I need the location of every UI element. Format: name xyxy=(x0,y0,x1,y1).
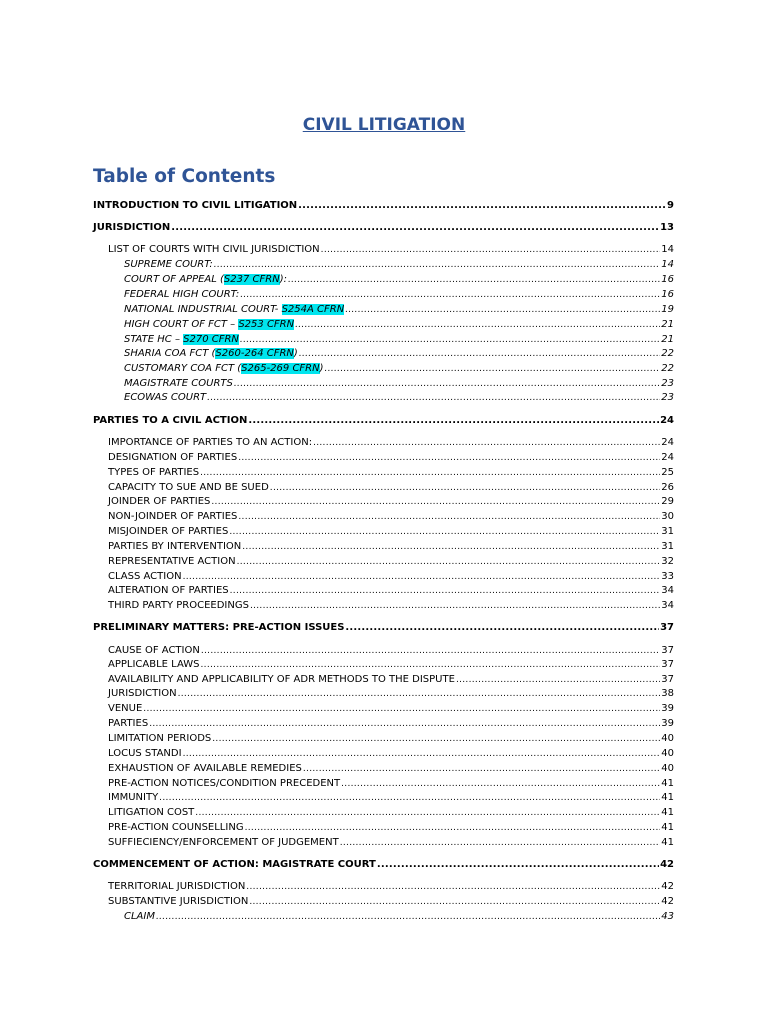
toc-entry[interactable] xyxy=(108,600,674,611)
toc-entry-label xyxy=(124,259,213,270)
toc-entry[interactable] xyxy=(124,378,674,389)
toc-entry-text: TYPES OF PARTIES xyxy=(108,467,200,478)
toc-page-number: 21 xyxy=(661,334,674,345)
toc-entry[interactable] xyxy=(108,541,674,552)
toc-entry-label xyxy=(108,437,312,448)
toc-entry[interactable] xyxy=(108,645,674,656)
toc-entry[interactable] xyxy=(93,622,674,633)
dot-leader xyxy=(195,807,660,818)
toc-entry-text: PRELIMINARY MATTERS: PRE-ACTION ISSUES xyxy=(93,622,345,633)
toc-entry-text: FEDERAL HIGH COURT: xyxy=(124,289,240,300)
toc-entry-label xyxy=(93,622,344,633)
dot-leader xyxy=(211,496,660,507)
toc-page-number: 43 xyxy=(661,911,674,922)
toc-entry-text: PARTIES BY INTERVENTION xyxy=(108,541,242,552)
dot-leader xyxy=(340,837,661,848)
toc-page-number: 41 xyxy=(661,792,674,803)
toc-entry[interactable] xyxy=(108,837,674,848)
toc-page-number: 32 xyxy=(661,556,674,567)
toc-entry[interactable] xyxy=(124,334,674,345)
toc-entry-text: ) xyxy=(319,363,324,374)
toc-entry-text: SUBSTANTIVE JURISDICTION xyxy=(108,896,249,907)
toc-entry[interactable] xyxy=(108,703,674,714)
toc-entry-text: AVAILABILITY AND APPLICABILITY OF ADR METHODS TO THE DISPUTE xyxy=(108,674,455,685)
toc-entry[interactable] xyxy=(108,733,674,744)
dot-leader xyxy=(325,363,661,374)
toc-entry-text: MAGISTRATE COURTS xyxy=(124,378,233,389)
toc-entry-text: HIGH COURT OF FCT – xyxy=(124,319,239,330)
toc-entry-label xyxy=(108,526,228,537)
dot-leader xyxy=(313,437,660,448)
dot-leader xyxy=(341,778,660,789)
toc-entry-label xyxy=(108,778,340,789)
toc-entry[interactable] xyxy=(93,222,674,233)
dot-leader xyxy=(212,733,660,744)
dot-leader xyxy=(238,511,660,522)
toc-page-number: 37 xyxy=(660,622,674,633)
toc-page-number: 41 xyxy=(661,837,674,848)
toc-entry-label xyxy=(108,541,241,552)
toc-entry-text: NON-JOINDER OF PARTIES xyxy=(108,511,238,522)
dot-leader xyxy=(456,674,660,685)
dot-leader xyxy=(242,541,660,552)
toc-page-number: 26 xyxy=(661,482,674,493)
toc-entry-label xyxy=(124,392,206,403)
toc-entry-label xyxy=(124,334,239,345)
toc-entry-text: PARTIES xyxy=(108,718,149,729)
toc-entry[interactable] xyxy=(108,467,674,478)
toc-page-number: 24 xyxy=(661,452,674,463)
dot-leader xyxy=(183,571,661,582)
toc-entry-text: TERRITORIAL JURISDICTION xyxy=(108,881,246,892)
toc-entry-text: IMMUNITY xyxy=(108,792,159,803)
toc-entry-label xyxy=(124,348,298,359)
toc-page-number: 39 xyxy=(661,703,674,714)
toc-page-number: 25 xyxy=(661,467,674,478)
toc-heading: Table of Contents xyxy=(93,166,276,187)
toc-page-number: 13 xyxy=(660,222,674,233)
toc-entry-text: STATE HC – xyxy=(124,334,184,345)
toc-entry-label xyxy=(108,659,200,670)
toc-entry[interactable] xyxy=(124,259,674,270)
toc-entry[interactable] xyxy=(124,363,674,374)
toc-entry[interactable] xyxy=(108,807,674,818)
toc-entry-text: PRE-ACTION NOTICES/CONDITION PRECEDENT xyxy=(108,778,341,789)
toc-page-number: 14 xyxy=(661,259,674,270)
toc-entry-text: JOINDER OF PARTIES xyxy=(108,496,211,507)
toc-entry-label xyxy=(108,881,245,892)
toc-page-number: 33 xyxy=(661,571,674,582)
dot-leader xyxy=(149,718,660,729)
toc-entry-label xyxy=(108,600,249,611)
dot-leader xyxy=(201,659,661,670)
toc-entry-text: EXHAUSTION OF AVAILABLE REMEDIES xyxy=(108,763,302,774)
toc-entry-text: LIMITATION PERIODS xyxy=(108,733,212,744)
toc-entry-text: DESIGNATION OF PARTIES xyxy=(108,452,238,463)
dot-leader xyxy=(178,688,661,699)
toc-entry[interactable] xyxy=(108,763,674,774)
toc-entry[interactable] xyxy=(108,659,674,670)
toc-entry-text: LIST OF COURTS WITH CIVIL JURISDICTION xyxy=(108,244,320,255)
dot-leader xyxy=(377,859,659,870)
toc-entry[interactable] xyxy=(108,482,674,493)
toc-entry-label xyxy=(108,511,237,522)
dot-leader xyxy=(230,585,661,596)
dot-leader xyxy=(298,200,666,211)
dot-leader xyxy=(295,319,660,330)
toc-entry-text: ) xyxy=(293,348,298,359)
toc-page-number: 9 xyxy=(667,200,674,211)
toc-entry-text: CAPACITY TO SUE AND BE SUED xyxy=(108,482,269,493)
toc-entry-label xyxy=(108,703,142,714)
toc-page-number: 21 xyxy=(661,319,674,330)
toc-entry[interactable] xyxy=(108,896,674,907)
toc-entry-text: JURISDICTION xyxy=(93,222,171,233)
toc-entry-text: THIRD PARTY PROCEEDINGS xyxy=(108,600,249,611)
statute-highlight: S237 CFRN xyxy=(223,274,280,285)
toc-page-number: 37 xyxy=(661,659,674,670)
dot-leader xyxy=(171,222,659,233)
dot-leader xyxy=(229,526,660,537)
toc-entry[interactable] xyxy=(108,526,674,537)
toc-page-number: 22 xyxy=(661,363,674,374)
toc-page-number: 41 xyxy=(661,778,674,789)
dot-leader xyxy=(249,896,660,907)
toc-page-number: 14 xyxy=(661,244,674,255)
toc-entry-text: PRE-ACTION COUNSELLING xyxy=(108,822,244,833)
dot-leader xyxy=(250,600,660,611)
toc-page-number: 30 xyxy=(661,511,674,522)
toc-page-number: 22 xyxy=(661,348,674,359)
toc-entry[interactable] xyxy=(108,571,674,582)
toc-entry-label xyxy=(108,822,244,833)
dot-leader xyxy=(288,274,660,285)
toc-page-number: 19 xyxy=(661,304,674,315)
toc-entry[interactable] xyxy=(124,392,674,403)
toc-entry-text: IMPORTANCE OF PARTIES TO AN ACTION: xyxy=(108,437,313,448)
toc-page-number: 42 xyxy=(660,859,674,870)
toc-entry-text: CLASS ACTION xyxy=(108,571,182,582)
toc-entry-text: LOCUS STANDI xyxy=(108,748,182,759)
toc-entry[interactable] xyxy=(124,911,674,922)
dot-leader xyxy=(345,304,660,315)
toc-entry-label xyxy=(124,304,344,315)
dot-leader xyxy=(299,348,660,359)
toc-page-number: 40 xyxy=(661,733,674,744)
toc-page-number: 42 xyxy=(661,896,674,907)
toc-entry[interactable] xyxy=(108,688,674,699)
toc-entry[interactable] xyxy=(93,859,674,870)
toc-entry-text: JURISDICTION xyxy=(108,688,177,699)
toc-entry-label xyxy=(108,467,199,478)
toc-entry-label xyxy=(93,859,376,870)
toc-entry[interactable] xyxy=(108,511,674,522)
toc-entry-label xyxy=(124,378,233,389)
toc-entry[interactable] xyxy=(108,792,674,803)
toc-entry[interactable] xyxy=(124,319,674,330)
toc-entry-text: ALTERATION OF PARTIES xyxy=(108,585,229,596)
toc-page-number: 31 xyxy=(661,541,674,552)
toc-entry[interactable] xyxy=(108,496,674,507)
statute-highlight: S254A CFRN xyxy=(281,304,345,315)
toc-entry-label xyxy=(124,274,287,285)
toc-page-number: 24 xyxy=(660,415,674,426)
toc-entry[interactable] xyxy=(108,718,674,729)
dot-leader xyxy=(245,822,661,833)
toc-entry[interactable] xyxy=(108,585,674,596)
toc-entry[interactable] xyxy=(108,437,674,448)
toc-entry[interactable] xyxy=(108,748,674,759)
toc-entry[interactable] xyxy=(124,348,674,359)
dot-leader xyxy=(270,482,660,493)
dot-leader xyxy=(321,244,661,255)
toc-page-number: 23 xyxy=(661,392,674,403)
dot-leader xyxy=(201,645,660,656)
toc-entry[interactable] xyxy=(108,881,674,892)
dot-leader xyxy=(143,703,660,714)
toc-entry-text: CAUSE OF ACTION xyxy=(108,645,200,656)
statute-highlight: S253 CFRN xyxy=(238,319,295,330)
toc-entry-label xyxy=(124,911,155,922)
toc-page-number: 37 xyxy=(661,674,674,685)
toc-entry-label xyxy=(108,688,177,699)
toc-entry-text: CLAIM xyxy=(124,911,155,922)
dot-leader xyxy=(237,556,661,567)
toc-entry-text: SUPREME COURT: xyxy=(124,259,213,270)
toc-entry-label xyxy=(108,748,182,759)
toc-entry[interactable] xyxy=(124,289,674,300)
toc-entry-label xyxy=(124,363,324,374)
toc-entry[interactable] xyxy=(108,778,674,789)
toc-entry-label xyxy=(108,496,210,507)
toc-entry[interactable] xyxy=(124,304,674,315)
toc-entry-text: APPLICABLE LAWS xyxy=(108,659,200,670)
dot-leader xyxy=(240,289,660,300)
toc-entry[interactable] xyxy=(93,200,674,211)
toc-entry[interactable] xyxy=(124,274,674,285)
toc-entry-label xyxy=(108,792,158,803)
toc-page-number: 41 xyxy=(661,807,674,818)
toc-entry-text: CUSTOMARY COA FCT ( xyxy=(124,363,242,374)
statute-highlight: S270 CFRN xyxy=(183,334,239,345)
toc-entry-text: NATIONAL INDUSTRIAL COURT- xyxy=(124,304,282,315)
dot-leader xyxy=(156,911,660,922)
dot-leader xyxy=(207,392,660,403)
toc-entry-text: REPRESENTATIVE ACTION xyxy=(108,556,236,567)
toc-entry-text: SHARIA COA FCT ( xyxy=(124,348,216,359)
toc-entry-label xyxy=(108,896,248,907)
toc-page-number: 16 xyxy=(661,289,674,300)
toc-entry-label xyxy=(108,482,269,493)
toc-entry-label xyxy=(93,415,247,426)
toc-entry-label xyxy=(108,733,211,744)
toc-entry-label xyxy=(108,674,455,685)
toc-entry-label xyxy=(108,763,302,774)
toc-entry-label xyxy=(108,556,236,567)
toc-entry-text: COURT OF APPEAL ( xyxy=(124,274,224,285)
toc-entry-label xyxy=(108,837,339,848)
dot-leader xyxy=(159,792,660,803)
toc-entry-text: ): xyxy=(279,274,287,285)
toc-entry-text: VENUE xyxy=(108,703,143,714)
statute-highlight: S265-269 CFRN xyxy=(241,363,320,374)
toc-entry-text: ECOWAS COURT xyxy=(124,392,207,403)
dot-leader xyxy=(200,467,660,478)
dot-leader xyxy=(345,622,659,633)
toc-entry-text: INTRODUCTION TO CIVIL LITIGATION xyxy=(93,200,298,211)
toc-page-number: 23 xyxy=(661,378,674,389)
dot-leader xyxy=(303,763,660,774)
toc-entry-label xyxy=(124,289,239,300)
toc-entry-label xyxy=(108,452,237,463)
dot-leader xyxy=(183,748,661,759)
toc-entry[interactable] xyxy=(108,674,674,685)
toc-page-number: 24 xyxy=(661,437,674,448)
toc-entry[interactable] xyxy=(108,452,674,463)
statute-highlight: S260-264 CFRN xyxy=(215,348,294,359)
dot-leader xyxy=(234,378,660,389)
toc-page-number: 34 xyxy=(661,585,674,596)
toc-entry-label xyxy=(108,807,194,818)
toc-page-number: 41 xyxy=(661,822,674,833)
toc-entry-label xyxy=(108,585,229,596)
toc-page-number: 34 xyxy=(661,600,674,611)
toc-entry-label xyxy=(93,222,170,233)
toc-entry[interactable] xyxy=(93,415,674,426)
toc-entry-text: PARTIES TO A CIVIL ACTION xyxy=(93,415,248,426)
toc-entry-text: SUFFIECIENCY/ENFORCEMENT OF JUDGEMENT xyxy=(108,837,339,848)
toc-entry-label xyxy=(108,718,148,729)
toc-entry[interactable] xyxy=(108,244,674,255)
toc-entry-text: LITIGATION COST xyxy=(108,807,195,818)
dot-leader xyxy=(246,881,660,892)
toc-page-number: 40 xyxy=(661,763,674,774)
toc-page-number: 38 xyxy=(661,688,674,699)
toc-entry-label xyxy=(108,244,320,255)
toc-page-number: 42 xyxy=(661,881,674,892)
toc-entry-label xyxy=(93,200,297,211)
toc-entry-text: MISJOINDER OF PARTIES xyxy=(108,526,229,537)
toc-entry-label xyxy=(124,319,294,330)
dot-leader xyxy=(248,415,659,426)
dot-leader xyxy=(240,334,660,345)
toc-entry-label xyxy=(108,571,182,582)
toc-page-number: 40 xyxy=(661,748,674,759)
toc-page-number: 37 xyxy=(661,645,674,656)
toc-page-number: 39 xyxy=(661,718,674,729)
toc-entry[interactable] xyxy=(108,556,674,567)
page-title: CIVIL LITIGATION xyxy=(302,115,466,135)
toc-page-number: 29 xyxy=(661,496,674,507)
toc-entry[interactable] xyxy=(108,822,674,833)
dot-leader xyxy=(238,452,660,463)
toc-page-number: 16 xyxy=(661,274,674,285)
toc-entry-text: COMMENCEMENT OF ACTION: MAGISTRATE COURT xyxy=(93,859,376,870)
toc-entry-label xyxy=(108,645,200,656)
toc-page-number: 31 xyxy=(661,526,674,537)
dot-leader xyxy=(214,259,660,270)
